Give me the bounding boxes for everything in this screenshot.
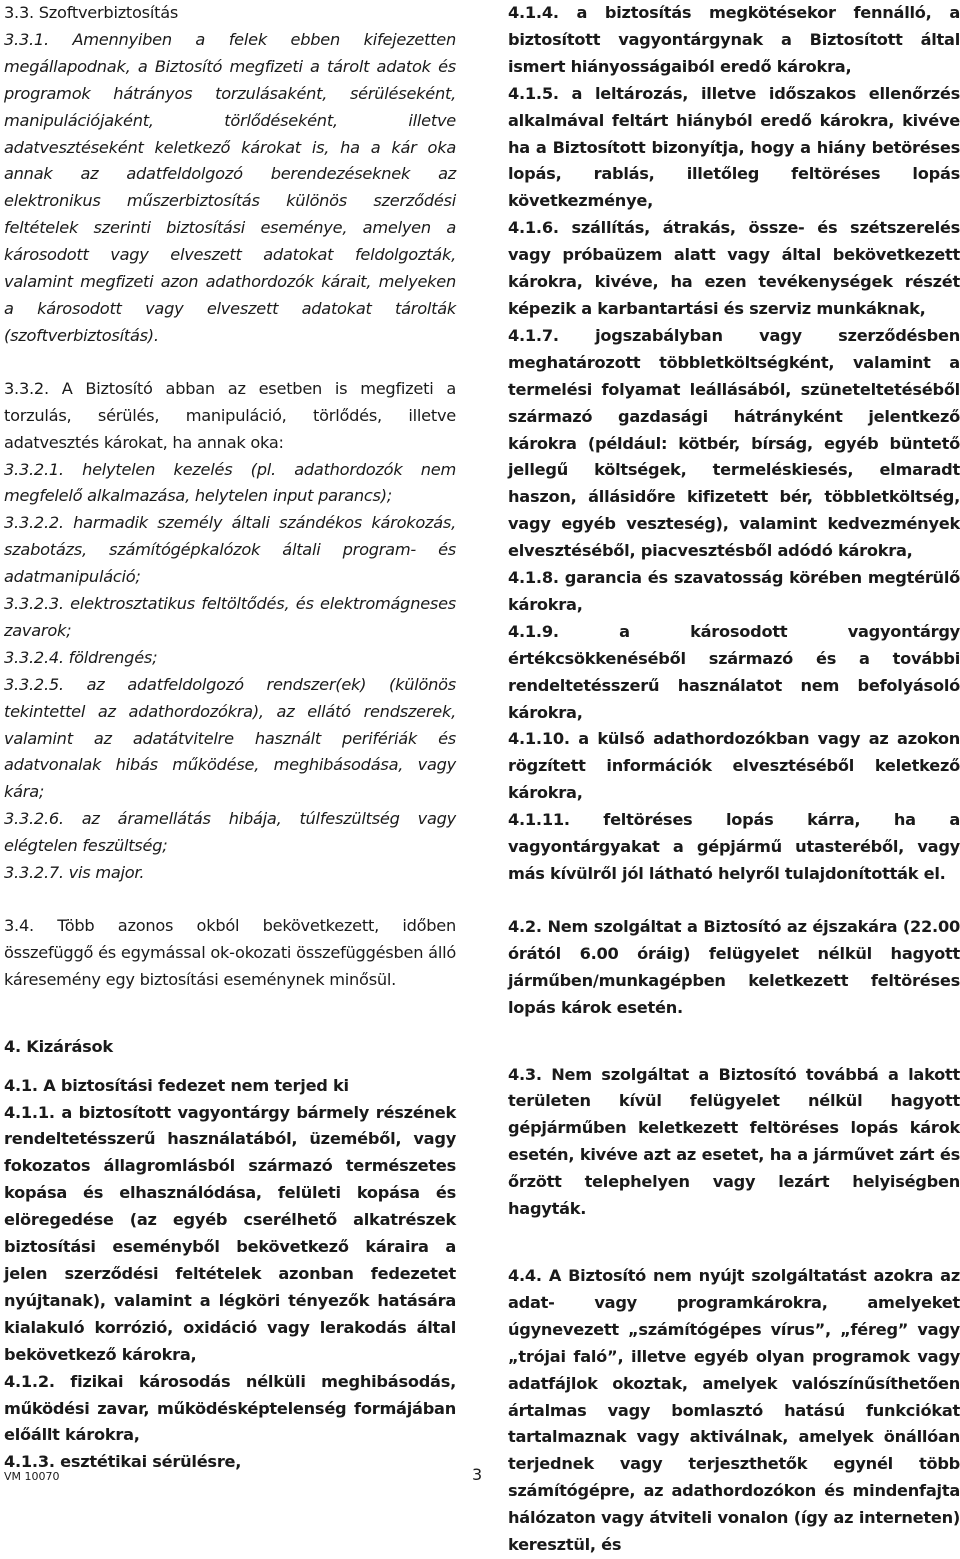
clause-4-1-9: 4.1.9. a károsodott vagyontárgy értékcsökkenéséből származó és a további rendeltetésszerű használatot nem befolyásoló károkra, — [508, 621, 960, 722]
clause-3-4: 3.4. Több azonos okból bekövetkezett, időben összefüggő és egymással ok-okozati összefüggésben álló káresemény egy biztosítási eseménynek minősül. — [4, 916, 456, 989]
clause-3-3-2-5: 3.3.2.5. az adatfeldolgozó rendszer(ek) (különös tekintettel az adathordozókra), az ellátó rendszerek, valamint az adatátvitelre használt perifériák és adatvonalak hibás működése, meghibásodása, vagy kára; — [4, 674, 456, 802]
clause-4-1-6: 4.1.6. szállítás, átrakás, össze- és szétszerelés vagy próbaüzem alatt vagy által bekövetkezett károkra, kivéve, ha ezen tevékenységek részét képezik a karbantartási és szerviz munkáknak, — [508, 218, 960, 318]
section-3-3-heading: 3.3. Szoftverbiztosítás — [4, 3, 179, 22]
clause-3-3-2-4: 3.3.2.4. földrengés; — [4, 647, 158, 667]
clause-4-1-3: 4.1.3. esztétikai sérülésre, — [4, 1452, 242, 1472]
clause-3-3-2-7: 3.3.2.7. vis major. — [4, 863, 145, 883]
left-column — [4, 0, 456, 1476]
clause-4-3: 4.3. Nem szolgáltat a Biztosító továbbá a lakott területen kívül felügyelet nélkül hagyott gépjárműben keletkezett feltöréses lopás károk esetén, kivéve azt az esetet, ha a járművet zárt és őrzött telephelyen vagy lezárt helyiségben hagyták. — [508, 1064, 960, 1219]
clause-3-3-2-6: 3.3.2.6. az áramellátás hibája, túlfeszültség vagy elégtelen feszültség; — [4, 809, 456, 856]
section-4-heading: 4. Kizárások — [4, 1036, 113, 1056]
clause-3-3-2: 3.3.2. A Biztosító abban az esetben is megfizeti a torzulás, sérülés, manipuláció, törlődés, illetve adatvesztés károkat, ha annak oka: — [4, 378, 456, 452]
clause-4-1-5: 4.1.5. a leltározás, illetve időszakos ellenőrzés alkalmával feltárt hiányból eredő károkra, kivéve ha a Biztosított bizonyítja, hogy a hiány betöréses lopás, rablás, illetőleg feltöréses lopás következménye, — [508, 83, 960, 211]
clause-4-1-2: 4.1.2. fizikai károsodás nélküli meghibásodás, működési zavar, működésképtelenség formájában előállt károkra, — [4, 1371, 456, 1445]
clause-4-1-7: 4.1.7. jogszabályban vagy szerződésben meghatározott többletköltségként, valamint a termelési folyamat leállásából, szüneteltetéséből származó gazdasági hátrányként jelentkező károkra (például: kötbér, bírság, egyéb büntető jellegű költségek, termeléskiesés, elmaradt haszon, állásidőre kifizetett bér, többletköltség, vagy egyéb veszteség), valamint kedvezmények elvesztéséből, piacvesztésből adódó károkra, — [508, 325, 960, 561]
right-column — [508, 0, 960, 1559]
clause-4-1-10: 4.1.10. a külső adathordozókban vagy az azokon rögzített információk elvesztéséből keletkező károkra, — [508, 729, 960, 803]
clause-3-3-1: 3.3.1. Amennyiben a felek ebben kifejezetten megállapodnak, a Biztosító megfizeti a tárolt adatok és programok hátrányos torzulásaként, sérüléseként, manipulációjaként, törlődéseként, illetve adatvesztéseként keletkező károkat is, ha a kár oka annak az adatfeldolgozó berendezéseknek az elektronikus műszerbiztosítás különös szerződési feltételek szerinti biztosítási eseménye, amelyen a károsodott vagy elveszett adatokat feldolgozták, valamint megfizeti azon adathordozók kárait, melyeken a károsodott vagy elveszett adatokat tárolták (szoftverbiztosítás). — [4, 29, 456, 345]
clause-3-3-2-3: 3.3.2.3. elektrosztatikus feltöltődés, és elektromágneses zavarok; — [4, 594, 456, 640]
clause-4-1-8: 4.1.8. garancia és szavatosság körében megtérülő károkra, — [508, 568, 960, 614]
clause-4-1-11: 4.1.11. feltöréses lopás kárra, ha a vagyontárgyakat a gépjármű utasteréből, vagy más kívülről jól látható helyről tulajdonították el. — [508, 810, 960, 883]
clause-3-3-2-2: 3.3.2.2. harmadik személy általi szándékos károkozás, szabotázs, számítógépkalózok általi program- és adatmanipuláció; — [4, 513, 456, 587]
clause-3-3-2-1: 3.3.2.1. helytelen kezelés (pl. adathordozók nem megfelelő alkalmazása, helytelen input parancs); — [4, 459, 456, 506]
clause-4-4: 4.4. A Biztosító nem nyújt szolgáltatást azokra az adat- vagy programkárokra, amelyeket úgynevezett „számítógépes vírus”, „féreg” vagy „trójai faló”, illetve egyéb olyan programok vagy adatfájlok okoztak, amelyek valószínűsíthetően ártalmas vagy bomlasztó hatású funkciókat tartalmaznak vagy aktiválnak, amelyek önállóan terjednek vagy terjeszthetők egynél több számítógépre, az adathordozókon és mindenfajta hálózaton vagy átviteli vonalon (így az interneten) keresztül, és — [508, 1265, 960, 1555]
clause-4-1-1: 4.1.1. a biztosított vagyontárgy bármely részének rendeltetésszerű használatából, üzeméből, vagy fokozatos állagromlásból származó természetes kopása és elhasználódása, felületi kopása és elöregedése (az egyéb cserélhető alkatrészek biztosítási eseményből bekövetkező káraira a jelen szerződési feltételek azonban fedezetet nyújtanak), valamint a légköri tényezők hatására kialakuló korrózió, oxidáció vagy lerakodás által bekövetkező károkra, — [4, 1102, 456, 1364]
clause-4-1: 4.1. A biztosítási fedezet nem terjed ki — [4, 1075, 349, 1095]
page-number: 3 — [472, 1465, 483, 1484]
document-code: VM 10070 — [4, 1470, 60, 1483]
clause-4-1-4: 4.1.4. a biztosítás megkötésekor fennálló, a biztosított vagyontárgynak a Biztosított által ismert hiányosságaiból eredő károkra, — [508, 3, 960, 76]
clause-4-2: 4.2. Nem szolgáltat a Biztosító az éjszakára (22.00 órától 6.00 óráig) felügyelet nélkül hagyott járműben/munkagépben keletkezett feltöréses lopás károk esetén. — [508, 916, 960, 1017]
